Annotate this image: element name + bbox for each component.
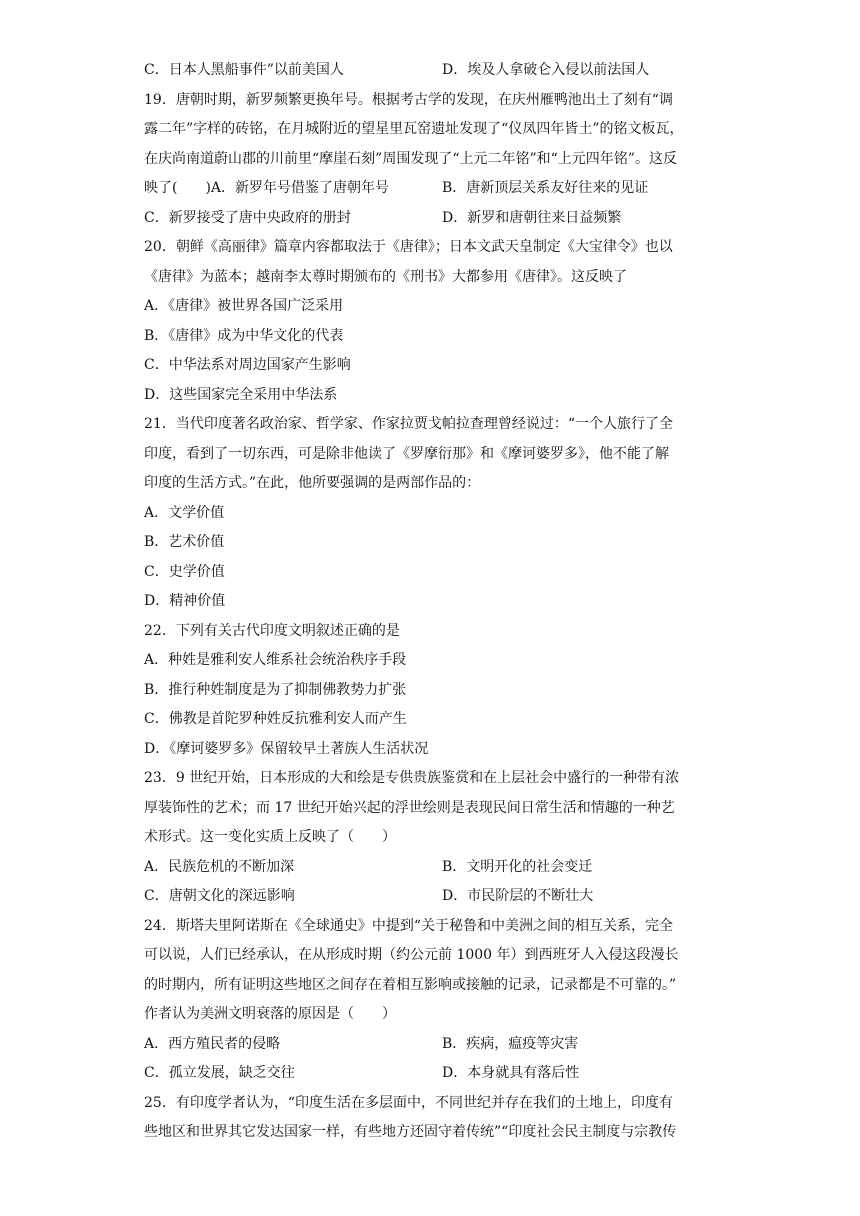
q24-option-c[interactable]: C．孤立发展，缺乏交往 [144, 1065, 295, 1081]
q23-stem-line: 术形式。这一变化实质上反映了（ ） [144, 829, 396, 845]
q19-option-a[interactable]: 映了( )A．新罗年号借鉴了唐朝年号 [144, 180, 390, 196]
q23-stem-line: 厚装饰性的艺术；而 17 世纪开始兴起的浮世绘则是表现民间日常生活和情趣的一种艺 [144, 799, 675, 816]
q20-stem-line: 《唐律》为蓝本；越南李太尊时期颁布的《刑书》大都参用《唐律》。这反映了 [144, 268, 627, 285]
q20-option-d[interactable]: D．这些国家完全采用中华法系 [144, 386, 338, 403]
q23-options-cd [144, 882, 724, 912]
q18-option-d[interactable]: D．埃及人拿破仑入侵以前法国人 [442, 62, 650, 78]
q25-stem-line: 些地区和世界其它发达国家一样，有些地方还固守着传统”“印度社会民主制度与宗教传 [144, 1124, 677, 1140]
q23-option-c[interactable]: C．唐朝文化的深远影响 [144, 888, 295, 904]
q21-stem-line: 印度，看到了一切东西，可是除非他读了《罗摩衍那》和《摩诃婆罗多》，他不能了解 [144, 445, 669, 462]
q23-stem-line: 23．9 世纪开始，日本形成的大和绘是专供贵族鉴赏和在上层社会中盛行的一种带有浓 [144, 770, 680, 786]
q24-stem-line: 可以说，人们已经承认，在从形成时期（约公元前 1000 年）到西班牙人入侵这段漫长 [144, 947, 679, 963]
q23-option-a[interactable]: A．民族危机的不断加深 [144, 858, 295, 875]
q21-option-c[interactable]: C．史学价值 [144, 563, 225, 580]
q19-options-cd [144, 204, 724, 234]
q21-option-d[interactable]: D．精神价值 [144, 593, 226, 609]
q24-stem-line: 24．斯塔夫里阿诺斯在《全球通史》中提到“关于秘鲁和中美洲之间的相互关系，完全 [144, 917, 673, 934]
q24-stem-line: 的时期内，所有证明这些地区之间存在着相互影响或接触的记录，记录都是不可靠的。” [144, 976, 677, 993]
q20-stem-line: 20．朝鲜《高丽律》篇章内容都取法于《唐律》；日本文武天皇制定《大宝律令》也以 [144, 239, 673, 255]
q19-option-b[interactable]: B．唐新顶层关系友好往来的见证 [442, 180, 649, 196]
q22-option-c[interactable]: C．佛教是首陀罗种姓反抗雅利安人而产生 [144, 711, 407, 727]
q21-option-a[interactable]: A．文学价值 [144, 504, 225, 521]
q24-option-a[interactable]: A．西方殖民者的侵略 [144, 1035, 281, 1052]
q22-stem-line: 22．下列有关古代印度文明叙述正确的是 [144, 622, 400, 639]
q19-stem-line: 19．唐朝时期，新罗频繁更换年号。根据考古学的发现，在庆州雁鸭池出土了刻有“调 [144, 91, 673, 108]
q23-option-b[interactable]: B．文明开化的社会变迁 [442, 858, 593, 875]
q19-stem-line: 露二年”字样的砖铭，在月城附近的望星里瓦窑遗址发现了“仪凤四年皆土”的铭文板瓦， [144, 121, 684, 137]
q19-stem-last-and-option-b [144, 174, 724, 204]
q23-option-d[interactable]: D．市民阶层的不断壮大 [442, 888, 594, 904]
q23-options-ab [144, 853, 724, 883]
q24-stem-line: 作者认为美洲文明衰落的原因是（ ） [144, 1006, 396, 1022]
q20-option-b[interactable]: B．《唐律》成为中华文化的代表 [144, 327, 344, 344]
q22-option-b[interactable]: B．推行种姓制度是为了抑制佛教势力扩张 [144, 681, 407, 698]
q19-option-d[interactable]: D．新罗和唐朝往来日益频繁 [442, 209, 622, 226]
q21-option-b[interactable]: B．艺术价值 [144, 534, 225, 550]
q22-option-d[interactable]: D．《摩诃婆罗多》保留较早土著族人生活状况 [144, 740, 429, 757]
q21-stem-line: 21．当代印度著名政治家、哲学家、作家拉贾戈帕拉查理曾经说过：“一个人旅行了全 [144, 416, 673, 432]
q18-option-c[interactable]: C．日本人黑船事件”以前美国人 [144, 62, 344, 78]
q19-stem-line: 在庆尚南道蔚山郡的川前里“摩崖石刻”周围发现了“上元二年铭”和“上元四年铭”。这反 [144, 150, 677, 167]
q25-stem-line: 25．有印度学者认为，“印度生活在多层面中，不同世纪并存在我们的土地上，印度有 [144, 1094, 673, 1111]
q24-option-b[interactable]: B．疾病，瘟疫等灾害 [442, 1035, 579, 1052]
exam-page [0, 56, 860, 1148]
q22-option-a[interactable]: A．种姓是雅利安人维系社会统治秩序手段 [144, 652, 407, 668]
q24-options-ab [144, 1030, 724, 1060]
q24-options-cd [144, 1059, 724, 1089]
q21-stem-line: 印度的生活方式。”在此，他所要强调的是两部作品的： [144, 475, 481, 491]
q24-option-d[interactable]: D．本身就具有落后性 [442, 1065, 580, 1081]
q19-option-c[interactable]: C．新罗接受了唐中央政府的册封 [144, 209, 351, 226]
q18-options-cd [144, 56, 724, 86]
q20-option-a[interactable]: A．《唐律》被世界各国广泛采用 [144, 298, 344, 314]
q20-option-c[interactable]: C．中华法系对周边国家产生影响 [144, 357, 351, 373]
